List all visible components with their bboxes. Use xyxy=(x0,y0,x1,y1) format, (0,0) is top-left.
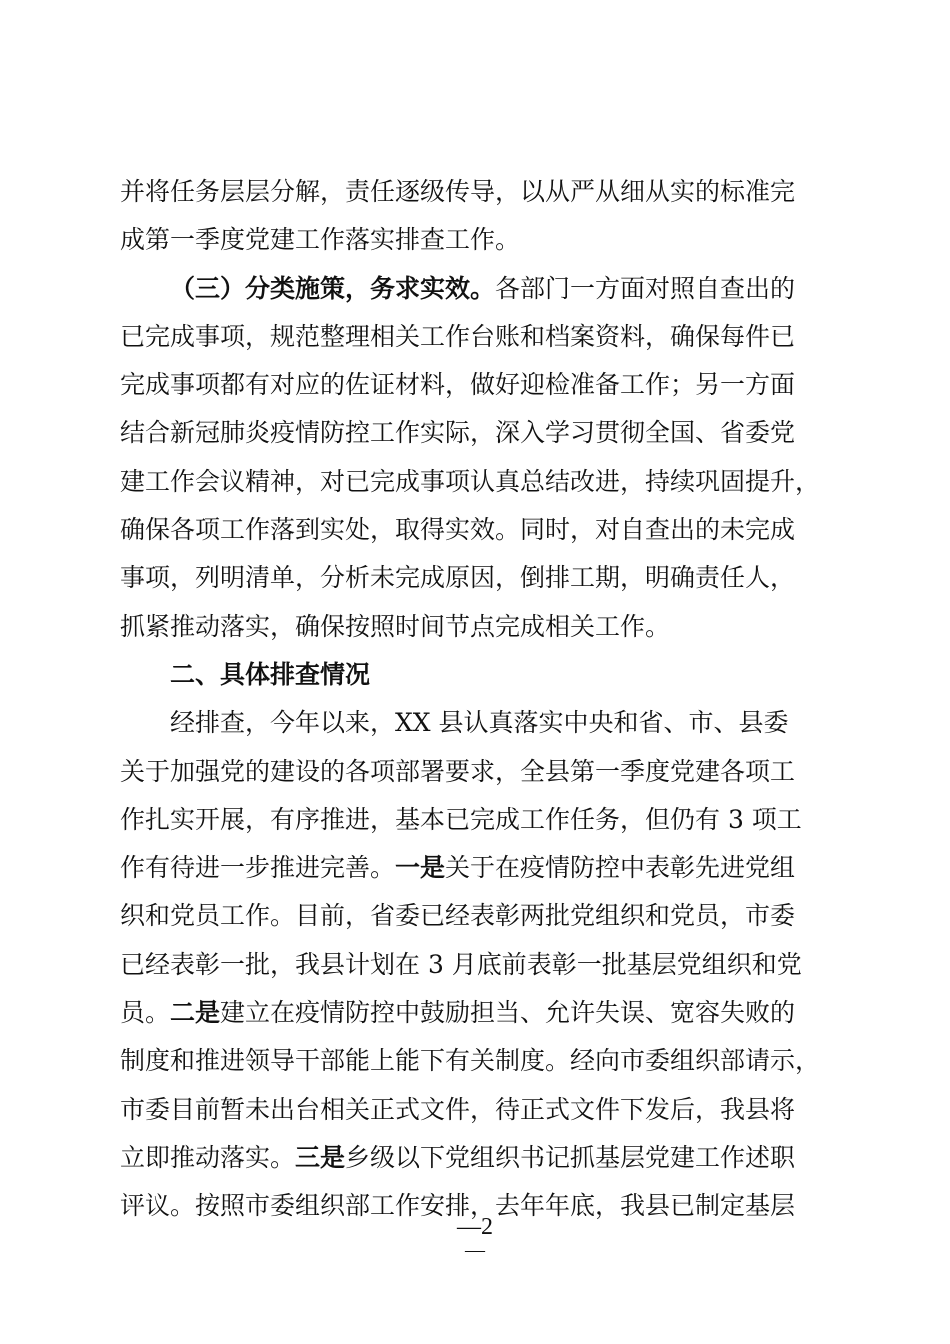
text-line xyxy=(120,748,832,796)
text-line xyxy=(120,844,832,892)
text-line xyxy=(120,989,832,1037)
line-text: 制度和推进领导干部能上能下有关制度。经向市委组织部请示， xyxy=(120,1046,821,1076)
page-number: —2 xyxy=(457,1214,493,1240)
text-line xyxy=(120,216,832,264)
subsection-heading: （三）分类施策，务求实效。 xyxy=(170,273,496,303)
enumeration-marker: 三是 xyxy=(295,1142,346,1172)
text-line xyxy=(120,1037,832,1085)
line-text: 作有待进一步推进完善。 xyxy=(120,853,396,883)
section-heading-line xyxy=(120,651,832,699)
line-text: 已完成事项，规范整理相关工作台账和档案资料，确保每件已 xyxy=(120,321,796,351)
text-line xyxy=(120,506,832,554)
text-line xyxy=(120,699,832,747)
line-text: 作扎实开展，有序推进，基本已完成工作任务，但仍有 3 项工 xyxy=(120,804,802,834)
text-line xyxy=(120,554,832,602)
line-text: 确保各项工作落到实处，取得实效。同时，对自查出的未完成 xyxy=(120,515,796,545)
text-line xyxy=(120,892,832,940)
line-text: 评议。按照市委组织部工作安排，去年年底，我县已制定基层 xyxy=(120,1191,796,1221)
line-text: 经排查，今年以来，XX 县认真落实中央和省、市、县委 xyxy=(170,708,789,738)
line-text: 乡级以下党组织书记抓基层党建工作述职 xyxy=(345,1142,796,1172)
text-line xyxy=(120,409,832,457)
text-line xyxy=(120,603,832,651)
line-text: 完成事项都有对应的佐证材料，做好迎检准备工作；另一方面 xyxy=(120,370,796,400)
enumeration-marker: 二是 xyxy=(170,998,221,1028)
text-line xyxy=(120,796,832,844)
subsection-lead-line xyxy=(120,265,832,313)
enumeration-marker: 一是 xyxy=(395,853,446,883)
line-text: 关于加强党的建设的各项部署要求，全县第一季度党建各项工 xyxy=(120,756,796,786)
text-line xyxy=(120,941,832,989)
line-text: 结合新冠肺炎疫情防控工作实际，深入学习贯彻全国、省委党 xyxy=(120,418,796,448)
line-text: 已经表彰一批，我县计划在 3 月底前表彰一批基层党组织和党 xyxy=(120,949,802,979)
text-line xyxy=(120,1134,832,1182)
body-text xyxy=(120,168,832,1231)
text-line xyxy=(120,313,832,361)
section-heading: 二、具体排查情况 xyxy=(170,659,371,689)
line-text: 并将任务层层分解，责任逐级传导，以从严从细从实的标准完 xyxy=(120,177,796,206)
line-text: 建立在疫情防控中鼓励担当、允许失误、宽容失败的 xyxy=(220,998,796,1028)
line-text: 织和党员工作。目前，省委已经表彰两批党组织和党员，市委 xyxy=(120,901,796,931)
line-text: 关于在疫情防控中表彰先进党组 xyxy=(445,853,796,883)
text-line xyxy=(120,168,832,216)
line-text: 建工作会议精神，对已完成事项认真总结改进，持续巩固提升， xyxy=(120,466,821,496)
text-line xyxy=(120,1086,832,1134)
line-text: 市委目前暂未出台相关正式文件，待正式文件下发后，我县将 xyxy=(120,1094,796,1124)
line-text: 立即推动落实。 xyxy=(120,1142,296,1172)
line-text: 成第一季度党建工作落实排查工作。 xyxy=(120,225,521,255)
line-text: 抓紧推动落实，确保按照时间节点完成相关工作。 xyxy=(120,611,671,641)
page-number-dash: — xyxy=(465,1239,485,1261)
text-line xyxy=(120,361,832,409)
line-text: 各部门一方面对照自查出的 xyxy=(495,273,796,303)
line-text: 事项，列明清单，分析未完成原因，倒排工期，明确责任人， xyxy=(120,563,796,593)
line-text: 员。 xyxy=(120,998,171,1028)
text-line xyxy=(120,458,832,506)
